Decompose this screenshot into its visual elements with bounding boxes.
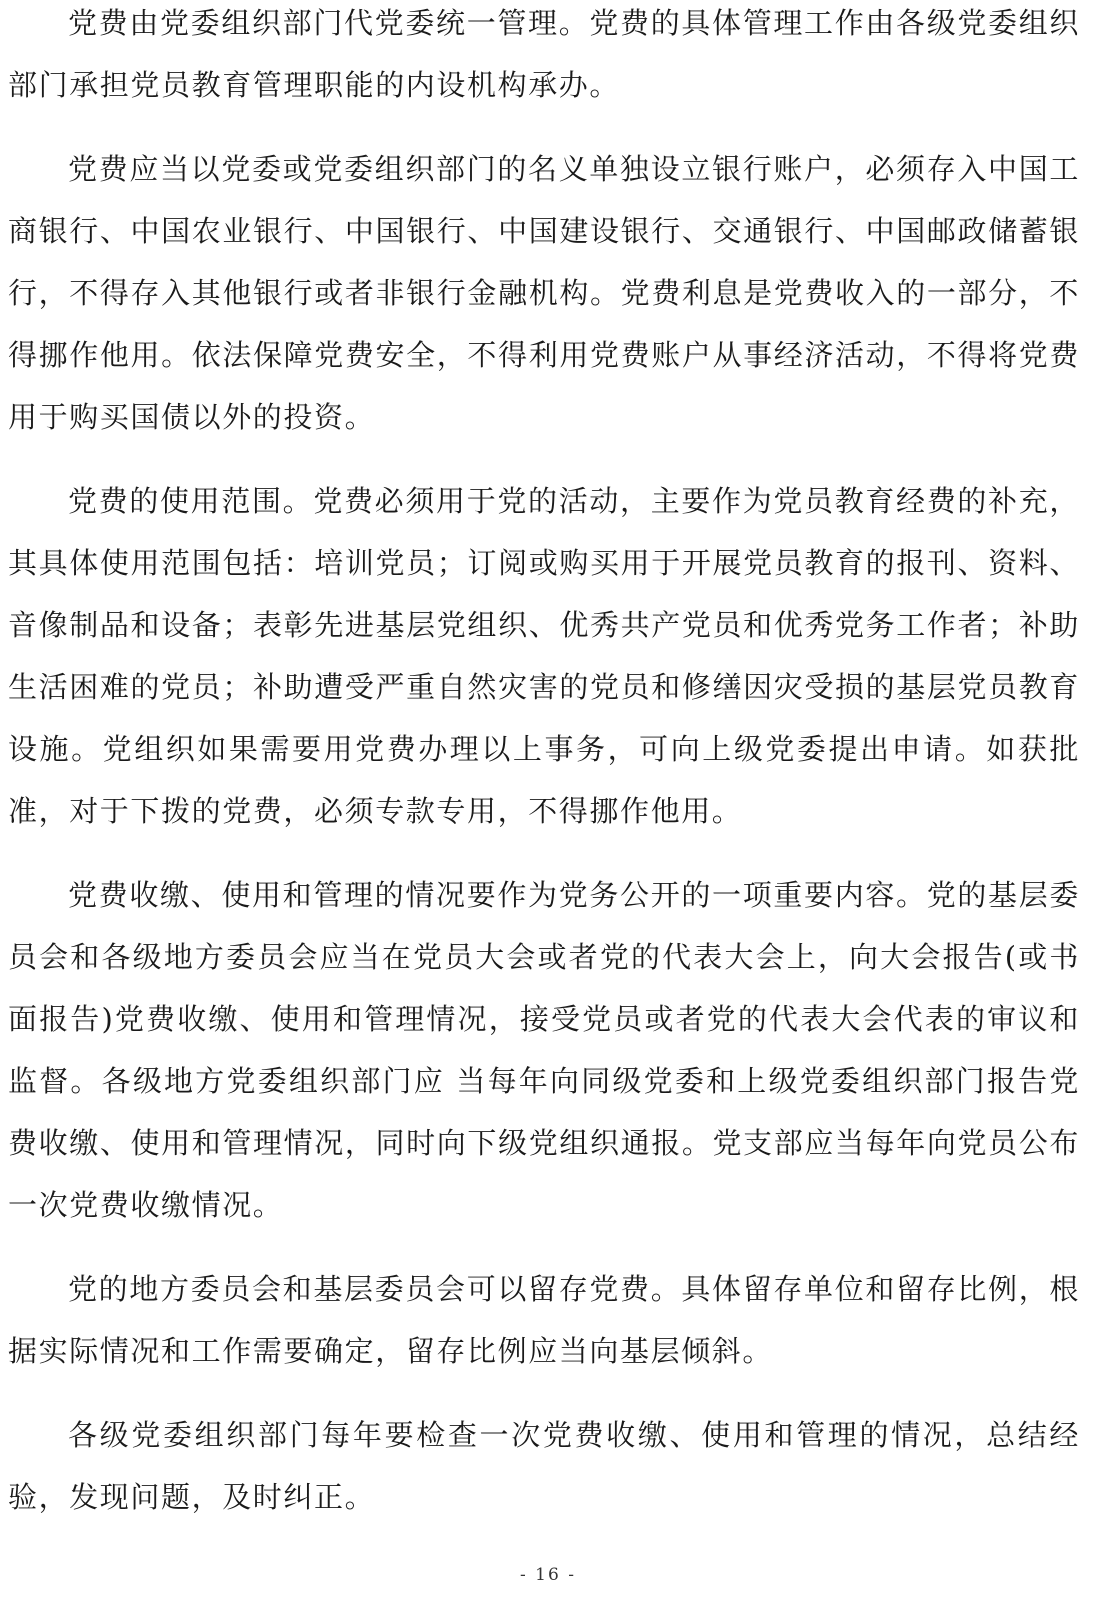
- paragraph-disclosure: 党费收缴、使用和管理的情况要作为党务公开的一项重要内容。党的基层委员会和各级地方委员会应当在党员大会或者党的代表大会上，向大会报告(或书面报告)党费收缴、使用和管理情况，接受党员或者党的代表大会代表的审议和监督。各级地方党委组织部门应 当每年向同级党委和上级党委组织部门报告党费收缴、使用和管理情况，同时向下级党组织通报。党支部应当每年向党员公布一次党费收缴情况。: [8, 878, 1080, 1222]
- paragraph-usage-scope: 党费的使用范围。党费必须用于党的活动，主要作为党员教育经费的补充，其具体使用范围包括：培训党员；订阅或购买用于开展党员教育的报刊、资料、音像制品和设备；表彰先进基层党组织、优秀共产党员和优秀党务工作者；补助生活困难的党员；补助遭受严重自然灾害的党员和修缮因灾受损的基层党员教育设施。党组织如果需要用党费办理以上事务，可向上级党委提出申请。如获批准，对于下拨的党费，必须专款专用，不得挪作他用。: [8, 484, 1080, 828]
- page-number: - 16 -: [520, 1565, 576, 1585]
- document-body: [8, 0, 1080, 1550]
- paragraph-party-fee-management: 党费由党委组织部门代党委统一管理。党费的具体管理工作由各级党委组织部门承担党员教育管理职能的内设机构承办。: [8, 6, 1080, 102]
- paragraph-bank-account: 党费应当以党委或党委组织部门的名义单独设立银行账户，必须存入中国工商银行、中国农业银行、中国银行、中国建设银行、交通银行、中国邮政储蓄银行，不得存入其他银行或者非银行金融机构。党费利息是党费收入的一部分，不得挪作他用。依法保障党费安全，不得利用党费账户从事经济活动，不得将党费用于购买国债以外的投资。: [8, 152, 1080, 434]
- paragraph-retention: 党的地方委员会和基层委员会可以留存党费。具体留存单位和留存比例，根据实际情况和工作需要确定，留存比例应当向基层倾斜。: [8, 1272, 1080, 1368]
- paragraph-inspection: 各级党委组织部门每年要检查一次党费收缴、使用和管理的情况，总结经验，发现问题，及时纠正。: [8, 1418, 1080, 1514]
